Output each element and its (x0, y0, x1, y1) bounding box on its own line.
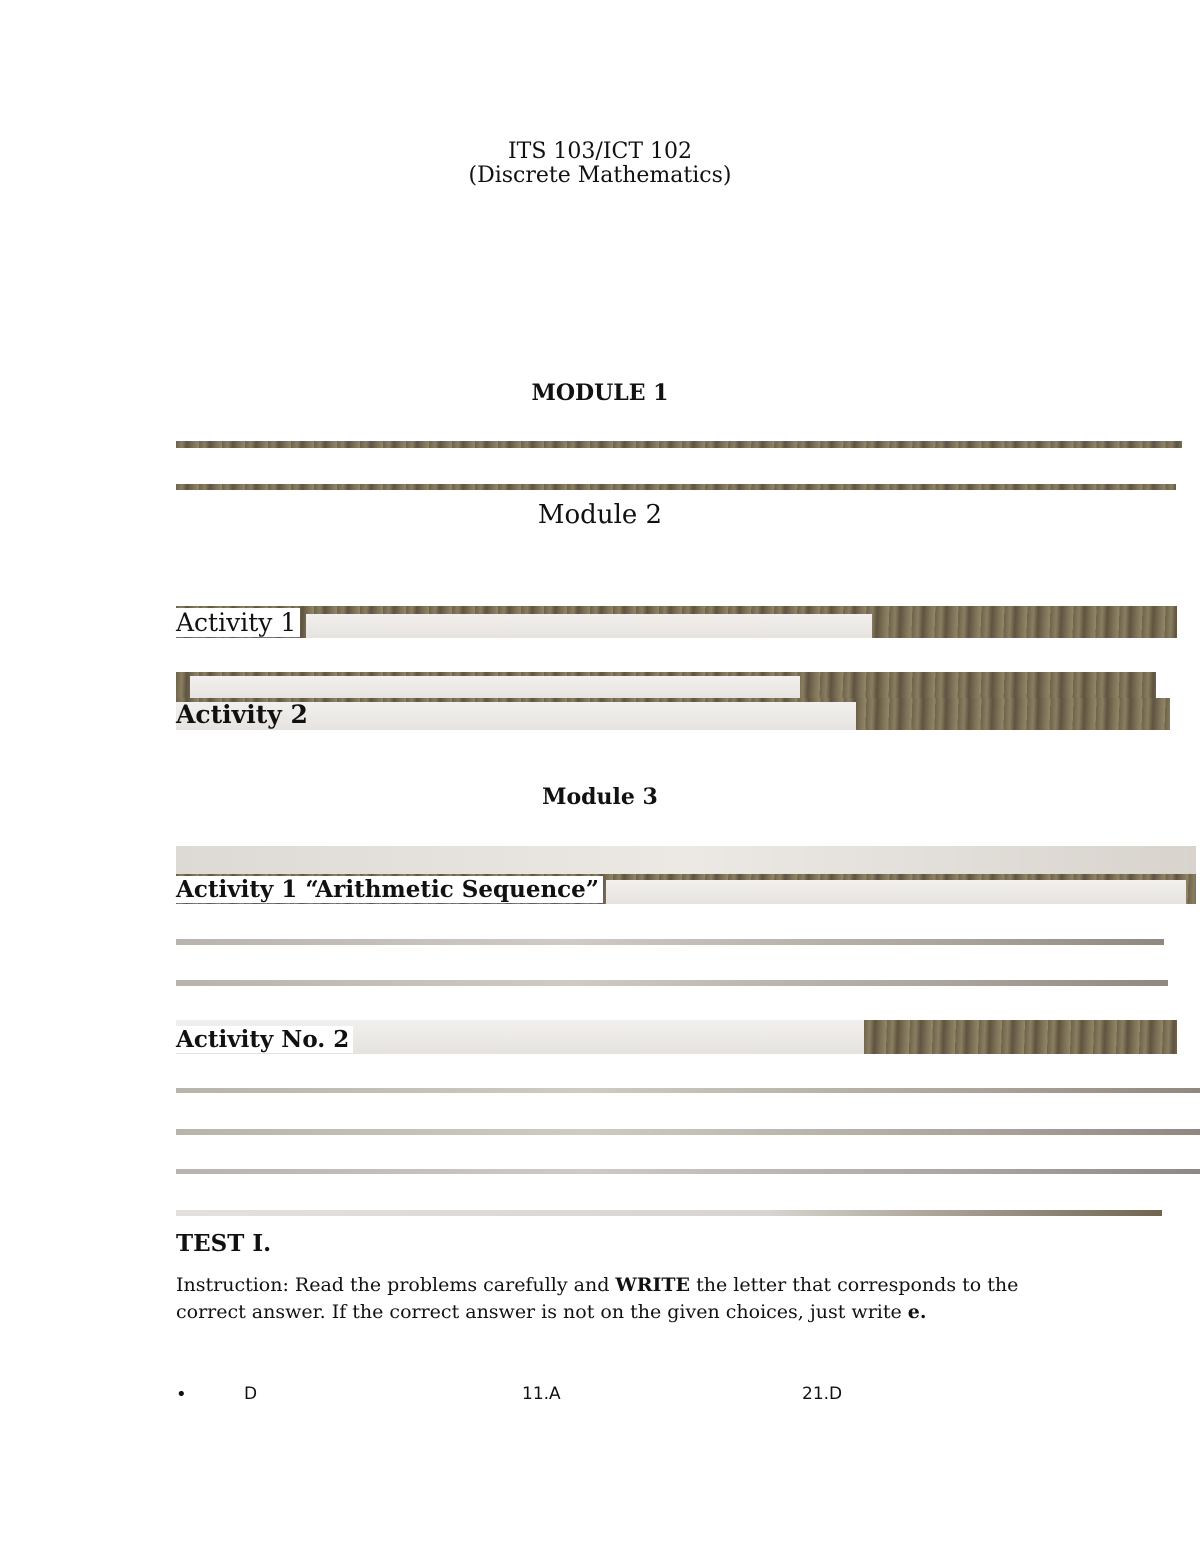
instruction-label: Instruction: (176, 1274, 289, 1296)
photo-strip (176, 441, 1182, 448)
photo-strip (176, 698, 1170, 730)
module-3-activity-1: Activity 1 “Arithmetic Sequence” (176, 876, 603, 903)
photo-strip (176, 846, 1196, 876)
instruction-e: e. (907, 1301, 927, 1323)
bullet-icon: • (176, 1384, 187, 1405)
module-3-activity-2: Activity No. 2 (176, 1026, 353, 1053)
answer-1: D (244, 1384, 258, 1404)
module-2-activity-2: Activity 2 (176, 700, 308, 729)
instruction-write: WRITE (615, 1274, 691, 1296)
photo-strip (176, 1169, 1200, 1174)
photo-strip (176, 1129, 1200, 1135)
instruction-text-1: Read the problems carefully and (288, 1274, 616, 1296)
module-1-title: MODULE 1 (531, 380, 669, 406)
test-title: TEST I. (176, 1230, 272, 1257)
module-2-title: Module 2 (537, 500, 663, 530)
module-2-activity-1: Activity 1 (176, 608, 300, 637)
answer-21: 21.D (802, 1384, 843, 1404)
instruction-text-2: the letter that corresponds to the correct answer. If the correct answer is not on the given choices, just write (176, 1274, 1019, 1323)
photo-strip (176, 1088, 1200, 1093)
photo-strip (176, 1210, 1162, 1216)
test-instruction (176, 1272, 1036, 1326)
course-name: (Discrete Mathematics) (468, 163, 732, 188)
photo-strip (176, 939, 1164, 945)
answer-11: 11.A (522, 1384, 561, 1404)
photo-strip (176, 484, 1176, 490)
photo-strip (176, 672, 1156, 700)
photo-strip (176, 606, 1177, 638)
module-3-title: Module 3 (542, 784, 658, 810)
course-code: ITS 103/ICT 102 (507, 139, 692, 164)
photo-strip (176, 980, 1168, 986)
